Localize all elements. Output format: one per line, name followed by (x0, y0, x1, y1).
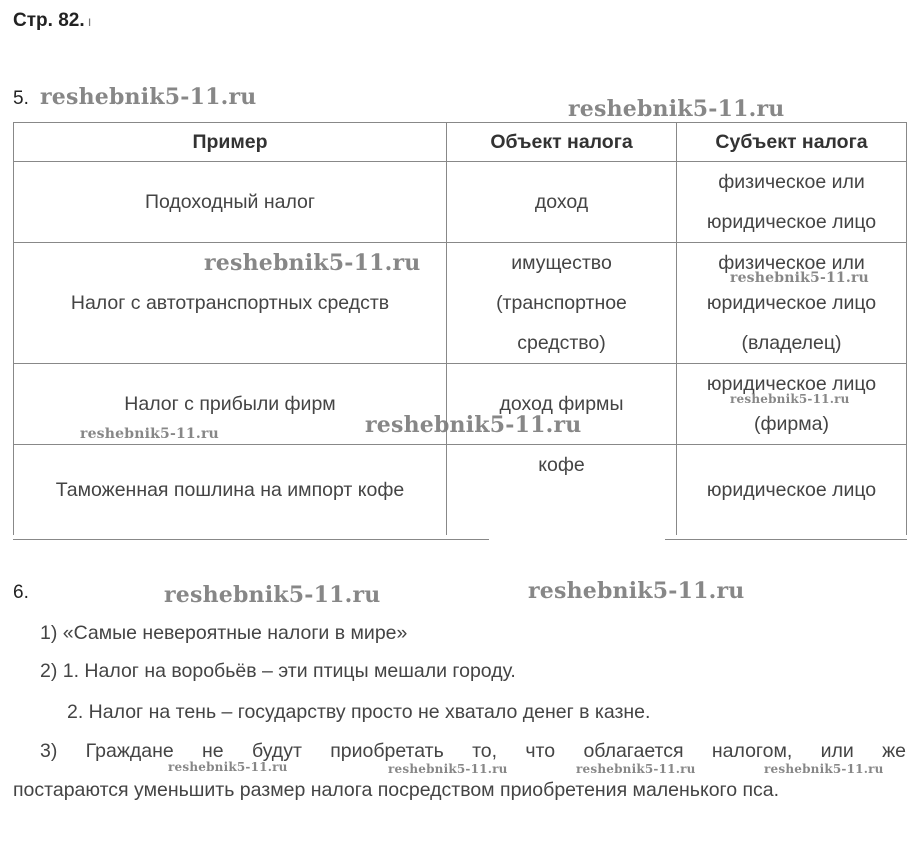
subject-line: юридическое лицо (706, 373, 877, 395)
column-header: Объект налога (447, 123, 677, 162)
table-row (14, 243, 907, 364)
watermark: reshebnik5-11.ru (528, 578, 745, 604)
watermark: reshebnik5-11.ru (730, 270, 869, 286)
page-label: Стр. 82. (13, 10, 85, 31)
subject-cell: юридическое лицо (677, 445, 907, 536)
watermark: reshebnik5-11.ru (764, 762, 884, 776)
watermark: reshebnik5-11.ru (204, 250, 421, 276)
answer-line: постараются уменьшить размер налога посредством приобретения маленького пса. (13, 779, 780, 801)
page-header (13, 10, 92, 32)
table-header-row (14, 123, 907, 162)
subject-line: юридическое лицо (706, 292, 877, 314)
header-mark: ı (87, 13, 92, 29)
object-line: средство) (517, 332, 606, 354)
table-bottom-border (13, 539, 489, 540)
example-cell: Подоходный налог (14, 162, 447, 243)
tax-table (13, 122, 907, 535)
answer-line: 2) 1. Налог на воробьёв – эти птицы мешали городу. (40, 660, 516, 682)
answer-line: 2. Налог на тень – государству просто не хватало денег в казне. (67, 701, 651, 723)
watermark: reshebnik5-11.ru (576, 762, 696, 776)
subject-line: юридическое лицо (706, 211, 877, 233)
answer-line: 1) «Самые невероятные налоги в мире» (40, 622, 408, 644)
object-line: (транспортное (496, 292, 627, 314)
example-cell: Налог с автотранспортных средств (14, 243, 447, 364)
subject-cell (677, 162, 907, 243)
subject-cell (677, 243, 907, 364)
task5-number: 5. (13, 88, 29, 109)
table-row (14, 162, 907, 243)
object-cell: доход фирмы (447, 364, 677, 445)
object-cell: кофе (447, 445, 677, 536)
object-line: имущество (511, 252, 612, 274)
watermark: reshebnik5-11.ru (365, 412, 582, 438)
object-cell: доход (447, 162, 677, 243)
example-cell: Таможенная пошлина на импорт кофе (14, 445, 447, 536)
subject-line: физическое или (718, 252, 865, 274)
example-cell: Налог с прибыли фирм (14, 364, 447, 445)
watermark: reshebnik5-11.ru (388, 762, 508, 776)
watermark: reshebnik5-11.ru (80, 426, 219, 442)
subject-line: (владелец) (741, 332, 842, 354)
column-header: Субъект налога (677, 123, 907, 162)
object-cell (447, 243, 677, 364)
subject-line: физическое или (718, 171, 865, 193)
subject-line: (фирма) (753, 413, 830, 435)
answer-line-text: 3) Граждане не будут приобретать то, что облагается налогом, или же (40, 740, 906, 762)
task6-number: 6. (13, 582, 29, 603)
answer-line (13, 740, 906, 763)
table-bottom-border (665, 539, 907, 540)
watermark: reshebnik5-11.ru (164, 582, 381, 608)
watermark: reshebnik5-11.ru (168, 760, 288, 774)
watermark: reshebnik5-11.ru (730, 392, 850, 406)
column-header: Пример (14, 123, 447, 162)
watermark: reshebnik5-11.ru (40, 84, 257, 110)
table-row (14, 445, 907, 536)
watermark: reshebnik5-11.ru (568, 96, 785, 122)
